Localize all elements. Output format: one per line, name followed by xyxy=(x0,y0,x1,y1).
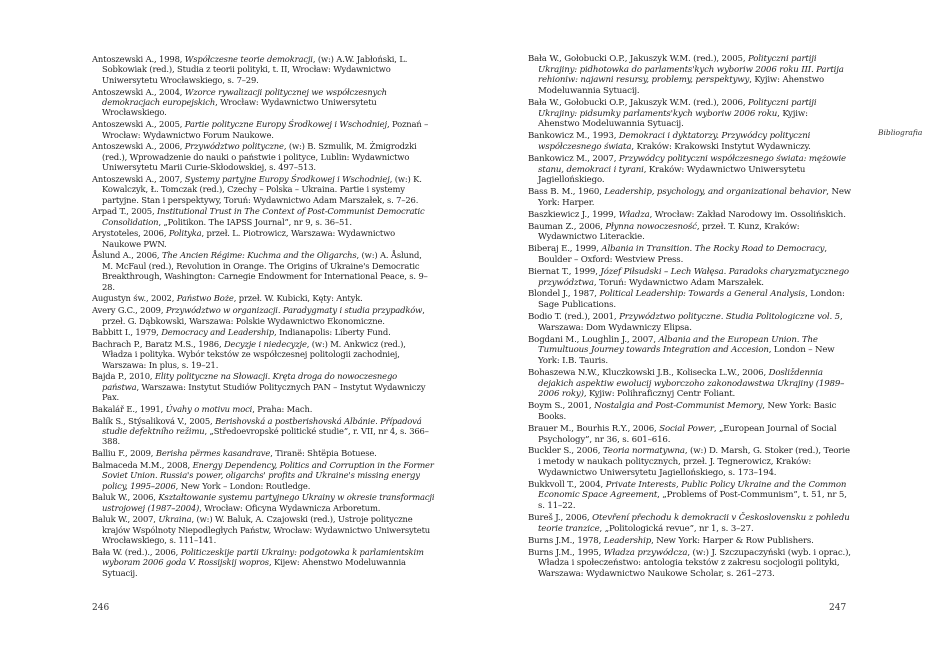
entry-title: Nostalgia and Post-Communist Memory xyxy=(594,401,763,412)
bibliography-entry xyxy=(92,416,435,447)
entry-author-year: Bała W., Gołobucki O.P., Jakuszyk W.M. (red.), 2005, xyxy=(528,54,748,64)
bibliography-entry xyxy=(528,401,851,422)
bibliography-entry xyxy=(528,210,851,221)
entry-author-year: Bankowicz M., 2007, xyxy=(528,153,619,164)
bibliography-entry xyxy=(528,480,851,512)
bibliography-entry xyxy=(528,424,851,445)
entry-publication: , Wrocław: Zakład Narodowy im. Ossolińskich. xyxy=(649,209,846,220)
entry-publication: , Toruń: Wydawnictwo Adam Marszałek. xyxy=(593,277,764,288)
entry-author-year: Baszkiewicz J., 1999, xyxy=(528,209,619,220)
entry-author-year: Bakalář E., 1991, xyxy=(92,403,166,414)
bibliography-entry xyxy=(92,119,435,140)
entry-title: Kształtowanie systemu partyjnego Ukrainy w okresie transformacji ustrojowej (1987–2004) xyxy=(102,492,435,513)
entry-author-year: Brauer M., Bourhis R.Y., 2006, xyxy=(528,423,660,434)
entry-author-year: Antoszewski A., 2006, xyxy=(92,141,185,152)
entry-title: Private Interests, Public Policy Ukraine and the Common Economic Space Agreement xyxy=(538,479,847,501)
entry-publication: , Kraków: Wydawnictwo Uniwersytetu Jagiellońskiego. xyxy=(538,164,806,186)
entry-author-year: Antoszewski A., 2005, xyxy=(92,119,185,130)
entry-author-year: Boym S., 2001, xyxy=(528,401,595,412)
entry-publication: , Poznań – Wrocław: Wydawnictwo Forum Naukowe. xyxy=(102,119,429,140)
entry-title: Państwo Boże xyxy=(176,293,234,304)
entry-author-year: Avery G.C., 2009, xyxy=(92,305,166,316)
entry-title: Przywódcy polityczni współczesnego świata: mężowie stanu, demokraci i tyrani xyxy=(538,153,846,175)
entry-title: Political Leadership: Towards a General Analysis xyxy=(599,289,806,300)
entry-author-year: Balliu F., 2009, xyxy=(92,448,156,459)
entry-author-year: Antoszewski A., 2004, xyxy=(92,86,185,97)
entry-author-year: Blondel J., 1987, xyxy=(528,289,600,300)
entry-title: Władza przywódcza xyxy=(603,547,688,558)
entry-author-year: Arpad T., 2005, xyxy=(92,206,158,217)
entry-author-year: Augustyn św., 2002, xyxy=(92,293,177,304)
bibliography-entry xyxy=(528,222,851,243)
bibliography-entry xyxy=(92,371,435,402)
entry-title: Berishovská a postberishovská Albánie. Případová studie defektního režimu xyxy=(102,415,422,437)
bibliography-entry xyxy=(92,547,435,578)
entry-publication: , Tiranë: Shtëpia Botuese. xyxy=(270,448,377,459)
entry-title: Przywództwo polityczne. Studia Politologiczne vol. 5 xyxy=(619,312,840,323)
entry-title: The Ancien Régime: Kuchma and the Oligarchs xyxy=(161,250,357,261)
left-page-bibliography xyxy=(92,54,435,578)
entry-author-year: Biberaj E., 1999, xyxy=(528,244,602,255)
bibliography-entry xyxy=(528,267,851,288)
bibliography-entry xyxy=(528,54,851,97)
bibliography-entry xyxy=(92,206,435,227)
bibliography-entry xyxy=(528,131,851,152)
entry-title: Energy Dependency, Politics and Corruption in the Former Soviet Union. Russia's power, oligarchs' profits and Ukraine's missing energy policy, 1995–2006 xyxy=(102,459,434,491)
entry-author-year: Bauman Z., 2006, xyxy=(528,221,606,232)
page-number-right: 247 xyxy=(829,603,847,613)
entry-title: Józef Piłsudski – Lech Wałęsa. Paradoks charyzmatycznego przywództwa xyxy=(538,266,849,288)
entry-publication: , „European Journal of Social Psychology”, nr 36, s. 601–616. xyxy=(538,423,837,445)
entry-title: Dosliždennia dejakich aspektiw ewolucij wyborczoho zakonodawstwa Ukrajiny (1989–2006 roky) xyxy=(538,367,845,400)
entry-author-year: Bachrach P., Baratz M.S., 1986, xyxy=(92,338,224,349)
entry-publication: , Praha: Mach. xyxy=(252,403,313,414)
entry-title: Politiczeskije partii Ukrainy: podgotowka k parlamientskim wyboram 2006 goda V. Rossijskij wopros xyxy=(102,546,424,568)
entry-title: Partie polityczne Europy Środkowej i Wschodniej xyxy=(184,119,387,130)
entry-publication: , (w:) A.W. Jabłoński, L. Sobkowiak (red.), Studia z teorii polityki, t. II, Wrocław: Wydawnictwo Uniwersytetu Wrocławskiego, s. 7–29. xyxy=(102,54,408,85)
entry-author-year: Bureš J., 2006, xyxy=(528,513,593,524)
entry-title: Albania in Transition. The Rocky Road to Democracy xyxy=(601,244,825,255)
bibliography-entry xyxy=(528,536,851,547)
entry-publication: , New York: Basic Books. xyxy=(538,401,837,422)
bibliography-entry xyxy=(92,339,435,370)
entry-publication: , przeł. L. Piotrowicz, Warszawa: Wydawnictwo Naukowe PWN. xyxy=(102,228,396,249)
entry-publication: , Wrocław: Oficyna Wydawnicza Arboretum. xyxy=(199,502,381,513)
bibliography-entry xyxy=(528,98,851,130)
bibliography-entry xyxy=(92,492,435,513)
entry-title: Albania and the European Union. The Tumultuous Journey towards Integration and Accesion xyxy=(538,334,818,356)
entry-title: Polityczni partiji Ukrajiny: pidsumky parlaments'kych wyboriw 2006 roku xyxy=(538,98,817,119)
entry-title: Systemy partyjne Europy Środkowej i Wschodniej xyxy=(184,173,390,184)
running-head: Bibliografia xyxy=(878,128,923,137)
entry-author-year: Antoszewski A., 1998, xyxy=(92,54,185,64)
entry-title: Leadership, psychology, and organizational behavior xyxy=(604,187,827,198)
bibliography-entry xyxy=(528,289,851,310)
entry-author-year: Babbitt I., 1979, xyxy=(92,327,162,338)
bibliography-entry xyxy=(92,250,435,292)
entry-author-year: Bohaszewa N.W., Kluczkowski J.B., Kolisecka L.W., 2006, xyxy=(528,367,769,378)
entry-title: Berisha përmes kasandrave xyxy=(155,448,271,459)
entry-title: Polityczni partiji Ukrajiny: pidhotowka do parlaments'kych wyboriw 2006 roku III. Partija rehioniw: najawni resursy, problemy, perspektywy xyxy=(538,54,844,86)
bibliography-entry xyxy=(92,460,435,491)
entry-publication: , „Politikon. The IAPSS Journal”, nr 9, s. 36–51. xyxy=(158,216,352,227)
entry-author-year: Bass B. M., 1960, xyxy=(528,187,605,198)
entry-publication: , (w:) K. Kowalczyk, Ł. Tomczak (red.), Czechy – Polska – Ukraina. Partie i systemy partyjne. Stan i perspektywy, Toruń: Wydawnictwo Adam Marszałek, s. 7–26. xyxy=(102,173,422,205)
entry-publication: , (w:) B. Szmulik, M. Żmigrodzki (red.), Wprowadzenie do nauki o państwie i polityce, Lublin: Wydawnictwo Uniwersytetu Marii Curie-Skłodowskiej, s. 497–513. xyxy=(102,141,417,173)
entry-publication: , Wrocław: Wydawnictwo Uniwersytetu Wrocławskiego. xyxy=(102,97,377,118)
entry-publication: , Kyjiw: Polihraficznyj Centr Foliant. xyxy=(583,389,736,400)
bibliography-entry xyxy=(92,228,435,249)
entry-publication: , Kraków: Krakowski Instytut Wydawniczy. xyxy=(631,142,811,152)
right-page-bibliography xyxy=(528,54,851,580)
entry-author-year: Antoszewski A., 2007, xyxy=(92,173,185,184)
bibliography-entry xyxy=(528,513,851,534)
entry-author-year: Balík S., Stýsaliková V., 2005, xyxy=(92,415,216,426)
entry-publication: , London: Sage Publications. xyxy=(538,289,845,311)
bibliography-entry xyxy=(92,54,435,85)
entry-publication: , Warszawa: Instytut Studiów Politycznych PAN – Instytut Wydawniczy Pax. xyxy=(102,381,426,403)
entry-publication: , przeł. W. Kubicki, Kęty: Antyk. xyxy=(233,293,363,304)
entry-author-year: Bajda P., 2010, xyxy=(92,371,155,382)
bibliography-entry xyxy=(92,514,435,545)
entry-author-year: Baluk W., 2006, xyxy=(92,492,159,503)
bibliography-entry xyxy=(528,335,851,367)
entry-title: Współczesne teorie demokracji xyxy=(184,54,313,64)
page-number-left: 246 xyxy=(92,603,110,613)
entry-publication: , Kyjiw: Ahenstwo Modeluwannia Sytuacij. xyxy=(538,108,808,130)
entry-title: Ukraina xyxy=(158,514,192,525)
entry-title: Wzorce rywalizacji politycznej we współczesnych demokracjach europejskich xyxy=(102,86,387,107)
entry-publication: , Boulder – Oxford: Westview Press. xyxy=(538,244,827,265)
bibliography-entry xyxy=(528,548,851,580)
entry-title: Decyzje i niedecyzje xyxy=(223,338,307,349)
entry-publication: , London – New York: I.B. Tauris. xyxy=(538,345,835,367)
entry-title: Przywództwo polityczne xyxy=(184,141,284,152)
entry-publication: , (w:) W. Baluk, A. Czajowski (red.), Ustroje polityczne krajów Wspólnoty Niepodległych Państw, Wrocław: Wydawnictwo Uniwersytetu Wrocławskiego, s. 111–141. xyxy=(102,514,431,546)
bibliography-entry xyxy=(92,448,435,458)
entry-author-year: Bankowicz M., 1993, xyxy=(528,131,619,142)
entry-author-year: Arystoteles, 2006, xyxy=(92,228,169,239)
bibliography-entry xyxy=(528,187,851,208)
bibliography-entry xyxy=(528,446,851,478)
entry-author-year: Baluk W., 2007, xyxy=(92,514,159,525)
entry-title: Leadership xyxy=(603,535,652,546)
entry-author-year: Bogdani M., Loughlin J., 2007, xyxy=(528,334,659,345)
bibliography-entry xyxy=(528,368,851,400)
entry-title: Úvahy o motivu moci xyxy=(165,403,253,414)
entry-title: Otevření přechodu k demokracii v Československu z pohledu teorie tranzice xyxy=(538,513,850,534)
bibliography-entry xyxy=(92,327,435,337)
entry-publication: , przeł. T. Kunz, Kraków: Wydawnictwo Literackie. xyxy=(538,221,800,243)
entry-title: Polityka xyxy=(168,228,202,239)
entry-publication: , Warszawa: Dom Wydawniczy Elipsa. xyxy=(538,312,843,333)
entry-title: Demokraci i dyktatorzy. Przywódcy polityczni współczesnego świata xyxy=(538,131,811,152)
entry-title: Płynna nowoczesność xyxy=(605,221,697,232)
entry-publication: , Kyjiw: Ahenstwo Modeluwannia Sytuacij. xyxy=(538,75,825,97)
entry-publication: , „Problems of Post-Communism”, t. 51, nr 5, s. 11–22. xyxy=(538,490,847,512)
bibliography-entry xyxy=(92,293,435,303)
entry-author-year: Burns J.M., 1995, xyxy=(528,547,604,558)
entry-author-year: Biernat T., 1999, xyxy=(528,266,601,277)
entry-title: Władza xyxy=(618,209,650,220)
entry-author-year: Bodio T. (red.), 2001, xyxy=(528,312,620,323)
entry-author-year: Buckler S., 2006, xyxy=(528,446,603,457)
bibliography-entry xyxy=(528,154,851,186)
entry-publication: , (w:) J. Szczupaczyński (wyb. i oprac.), Władza i społeczeństwo: antologia tekstów z zakresu socjologii polityki, Warszawa: Wydawnictwo Naukowe Scholar, s. 261–273. xyxy=(538,547,851,579)
entry-author-year: Balmaceda M.M., 2008, xyxy=(92,459,193,470)
entry-author-year: Bukkvoll T., 2004, xyxy=(528,479,606,490)
entry-title: Institutional Trust in The Context of Post-Communist Democratic Consolidation xyxy=(102,206,425,227)
entry-publication: , przeł. G. Dąbkowski, Warszawa: Polskie Wydawnictwo Ekonomiczne. xyxy=(102,305,425,326)
entry-publication: , „Středoevropské politické studie”, r. VII, nr 4, s. 366–388. xyxy=(102,426,429,447)
entry-publication: , Kijew: Ahenstwo Modeluwannia Sytuacij. xyxy=(102,557,406,578)
bibliography-entry xyxy=(528,312,851,333)
bibliography-entry xyxy=(92,87,435,118)
entry-publication: , New York: Harper. xyxy=(538,187,851,208)
entry-title: Democracy and Leadership xyxy=(161,327,274,338)
entry-author-year: Bała W., Gołobucki O.P., Jakuszyk W.M. (red.), 2006, xyxy=(528,98,748,108)
entry-author-year: Burns J.M., 1978, xyxy=(528,535,604,546)
entry-title: Przywództwo w organizacji. Paradygmaty i studia przypadków xyxy=(165,305,423,316)
bibliography-entry xyxy=(92,404,435,414)
entry-title: Teoria normatywna xyxy=(602,446,685,457)
entry-author-year: Bała W. (red.)., 2006, xyxy=(92,546,181,557)
entry-publication: , (w:) A. Åslund, M. McFaul (red.), Revolution in Orange. The Origins of Ukraine's Democratic Breakthrough, Washington: Carnegie Endowment for International Peace, s. 9–28. xyxy=(102,250,428,292)
bibliography-entry xyxy=(528,244,851,265)
entry-publication: , „Politologická revue”, nr 1, s. 3–27. xyxy=(599,523,754,534)
bibliography-entry xyxy=(92,141,435,172)
entry-title: Social Power xyxy=(659,423,714,434)
entry-author-year: Åslund A., 2006, xyxy=(92,250,162,261)
entry-title: Elity polityczne na Słowacji. Kręta droga do nowoczesnego państwa xyxy=(102,371,398,392)
entry-publication: , Indianapolis: Liberty Fund. xyxy=(274,327,391,338)
entry-publication: , New York – London: Routledge. xyxy=(175,480,311,491)
bibliography-entry xyxy=(92,174,435,205)
entry-publication: , New York: Harper & Row Publishers. xyxy=(651,535,814,546)
bibliography-entry xyxy=(92,305,435,326)
entry-publication: , (w:) M. Ankwicz (red.), Władza i polityka. Wybór tekstów ze współczesnej politologii zachodniej, Warszawa: In plus, s. 19–21. xyxy=(102,338,406,370)
entry-publication: , (w:) D. Marsh, G. Stoker (red.), Teorie i metody w naukach politycznych, przeł. J. Tegnerowicz, Kraków: Wydawnictwo Uniwersytetu Jagiellońskiego, s. 173–194. xyxy=(538,446,850,478)
